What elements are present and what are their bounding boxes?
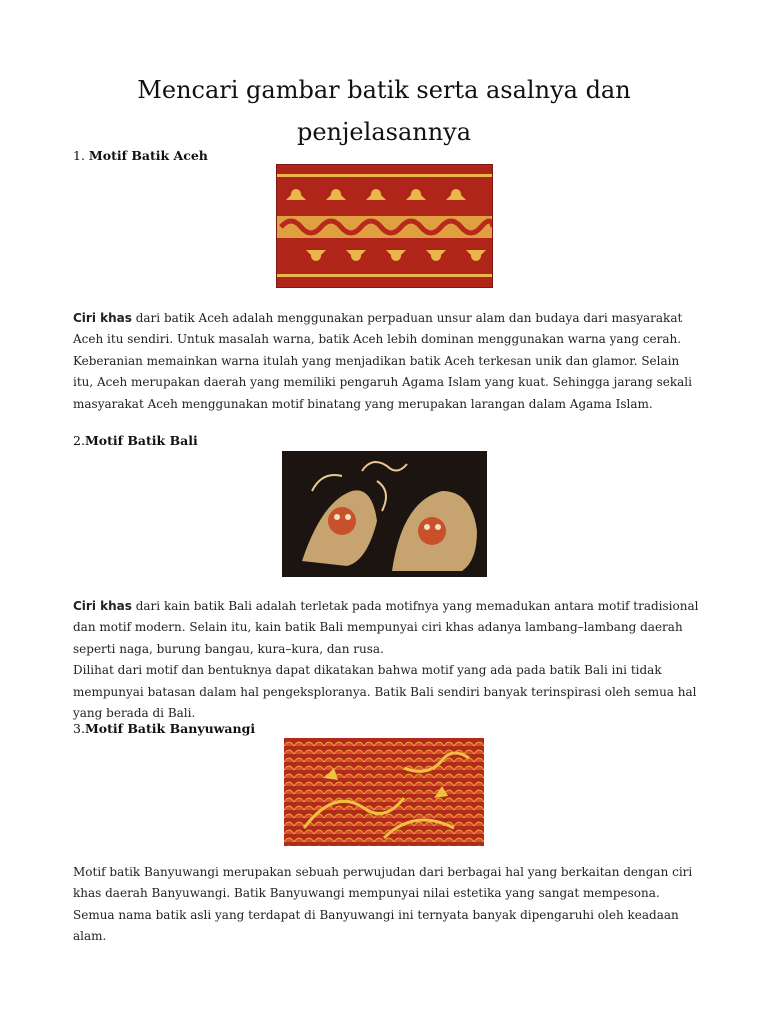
section-number: 2.: [73, 433, 85, 448]
title-line-2: penjelasannya: [296, 118, 472, 146]
section-title: Motif Batik Bali: [84, 433, 198, 448]
batik-banyuwangi-image: [284, 738, 484, 846]
section-number: 3.: [73, 721, 85, 736]
section-title: Motif Batik Aceh: [88, 148, 208, 163]
body-text-2: Dilihat dari motif dan bentuknya dapat dikatakan bahwa motif yang ada pada batik Bali ini tidak mempunyai batasan dalam hal pengeksploranya. Batik Bali sendiri banyak terinspirasi oleh semua hal yang berada di Bali.: [73, 663, 697, 721]
section-heading-banyuwangi: [73, 720, 255, 738]
batik-aceh-photo-icon: [276, 164, 493, 288]
section-heading-aceh: [73, 147, 208, 165]
section-paragraph-banyuwangi: [73, 862, 703, 948]
batik-aceh-image: [276, 164, 493, 288]
section-paragraph-bali: [73, 596, 703, 724]
batik-bali-image: [282, 451, 487, 577]
section-number: 1.: [73, 148, 85, 163]
section-heading-bali: [73, 432, 198, 450]
body-text: dari batik Aceh adalah menggunakan perpaduan unsur alam dan budaya dari masyarakat Aceh itu sendiri. Untuk masalah warna, batik Aceh lebih dominan menggunakan warna yang cerah. Keberanian memainkan warna itulah yang menjadikan batik Aceh terkesan unik dan glamor. Selain itu, Aceh merupakan daerah yang memiliki pengaruh Agama Islam yang kuat. Sehingga jarang sekali masyarakat Aceh menggunakan motif binatang yang merupakan larangan dalam Agama Islam.: [73, 311, 692, 411]
section-paragraph-aceh: [73, 308, 703, 415]
lead-text: Ciri khas: [73, 311, 132, 325]
body-text: Motif batik Banyuwangi merupakan sebuah perwujudan dari berbagai hal yang berkaitan dengan ciri khas daerah Banyuwangi. Batik Banyuwangi mempunyai nilai estetika yang sangat mempesona. Semua nama batik asli yang terdapat di Banyuwangi ini ternyata banyak dipengaruhi oleh keadaan alam.: [73, 865, 693, 944]
batik-banyuwangi-photo-icon: [284, 738, 484, 846]
section-title: Motif Batik Banyuwangi: [84, 721, 256, 736]
title-line-1: Mencari gambar batik serta asalnya dan: [137, 76, 631, 104]
body-text: dari kain batik Bali adalah terletak pada motifnya yang memadukan antara motif tradisional dan motif modern. Selain itu, kain batik Bali mempunyai ciri khas adanya lambang–lambang daerah seperti naga, burung bangau, kura–kura, dan rusa.: [73, 599, 699, 656]
lead-text: Ciri khas: [73, 599, 132, 613]
batik-bali-photo-icon: [282, 451, 487, 577]
page-title: [120, 72, 648, 150]
